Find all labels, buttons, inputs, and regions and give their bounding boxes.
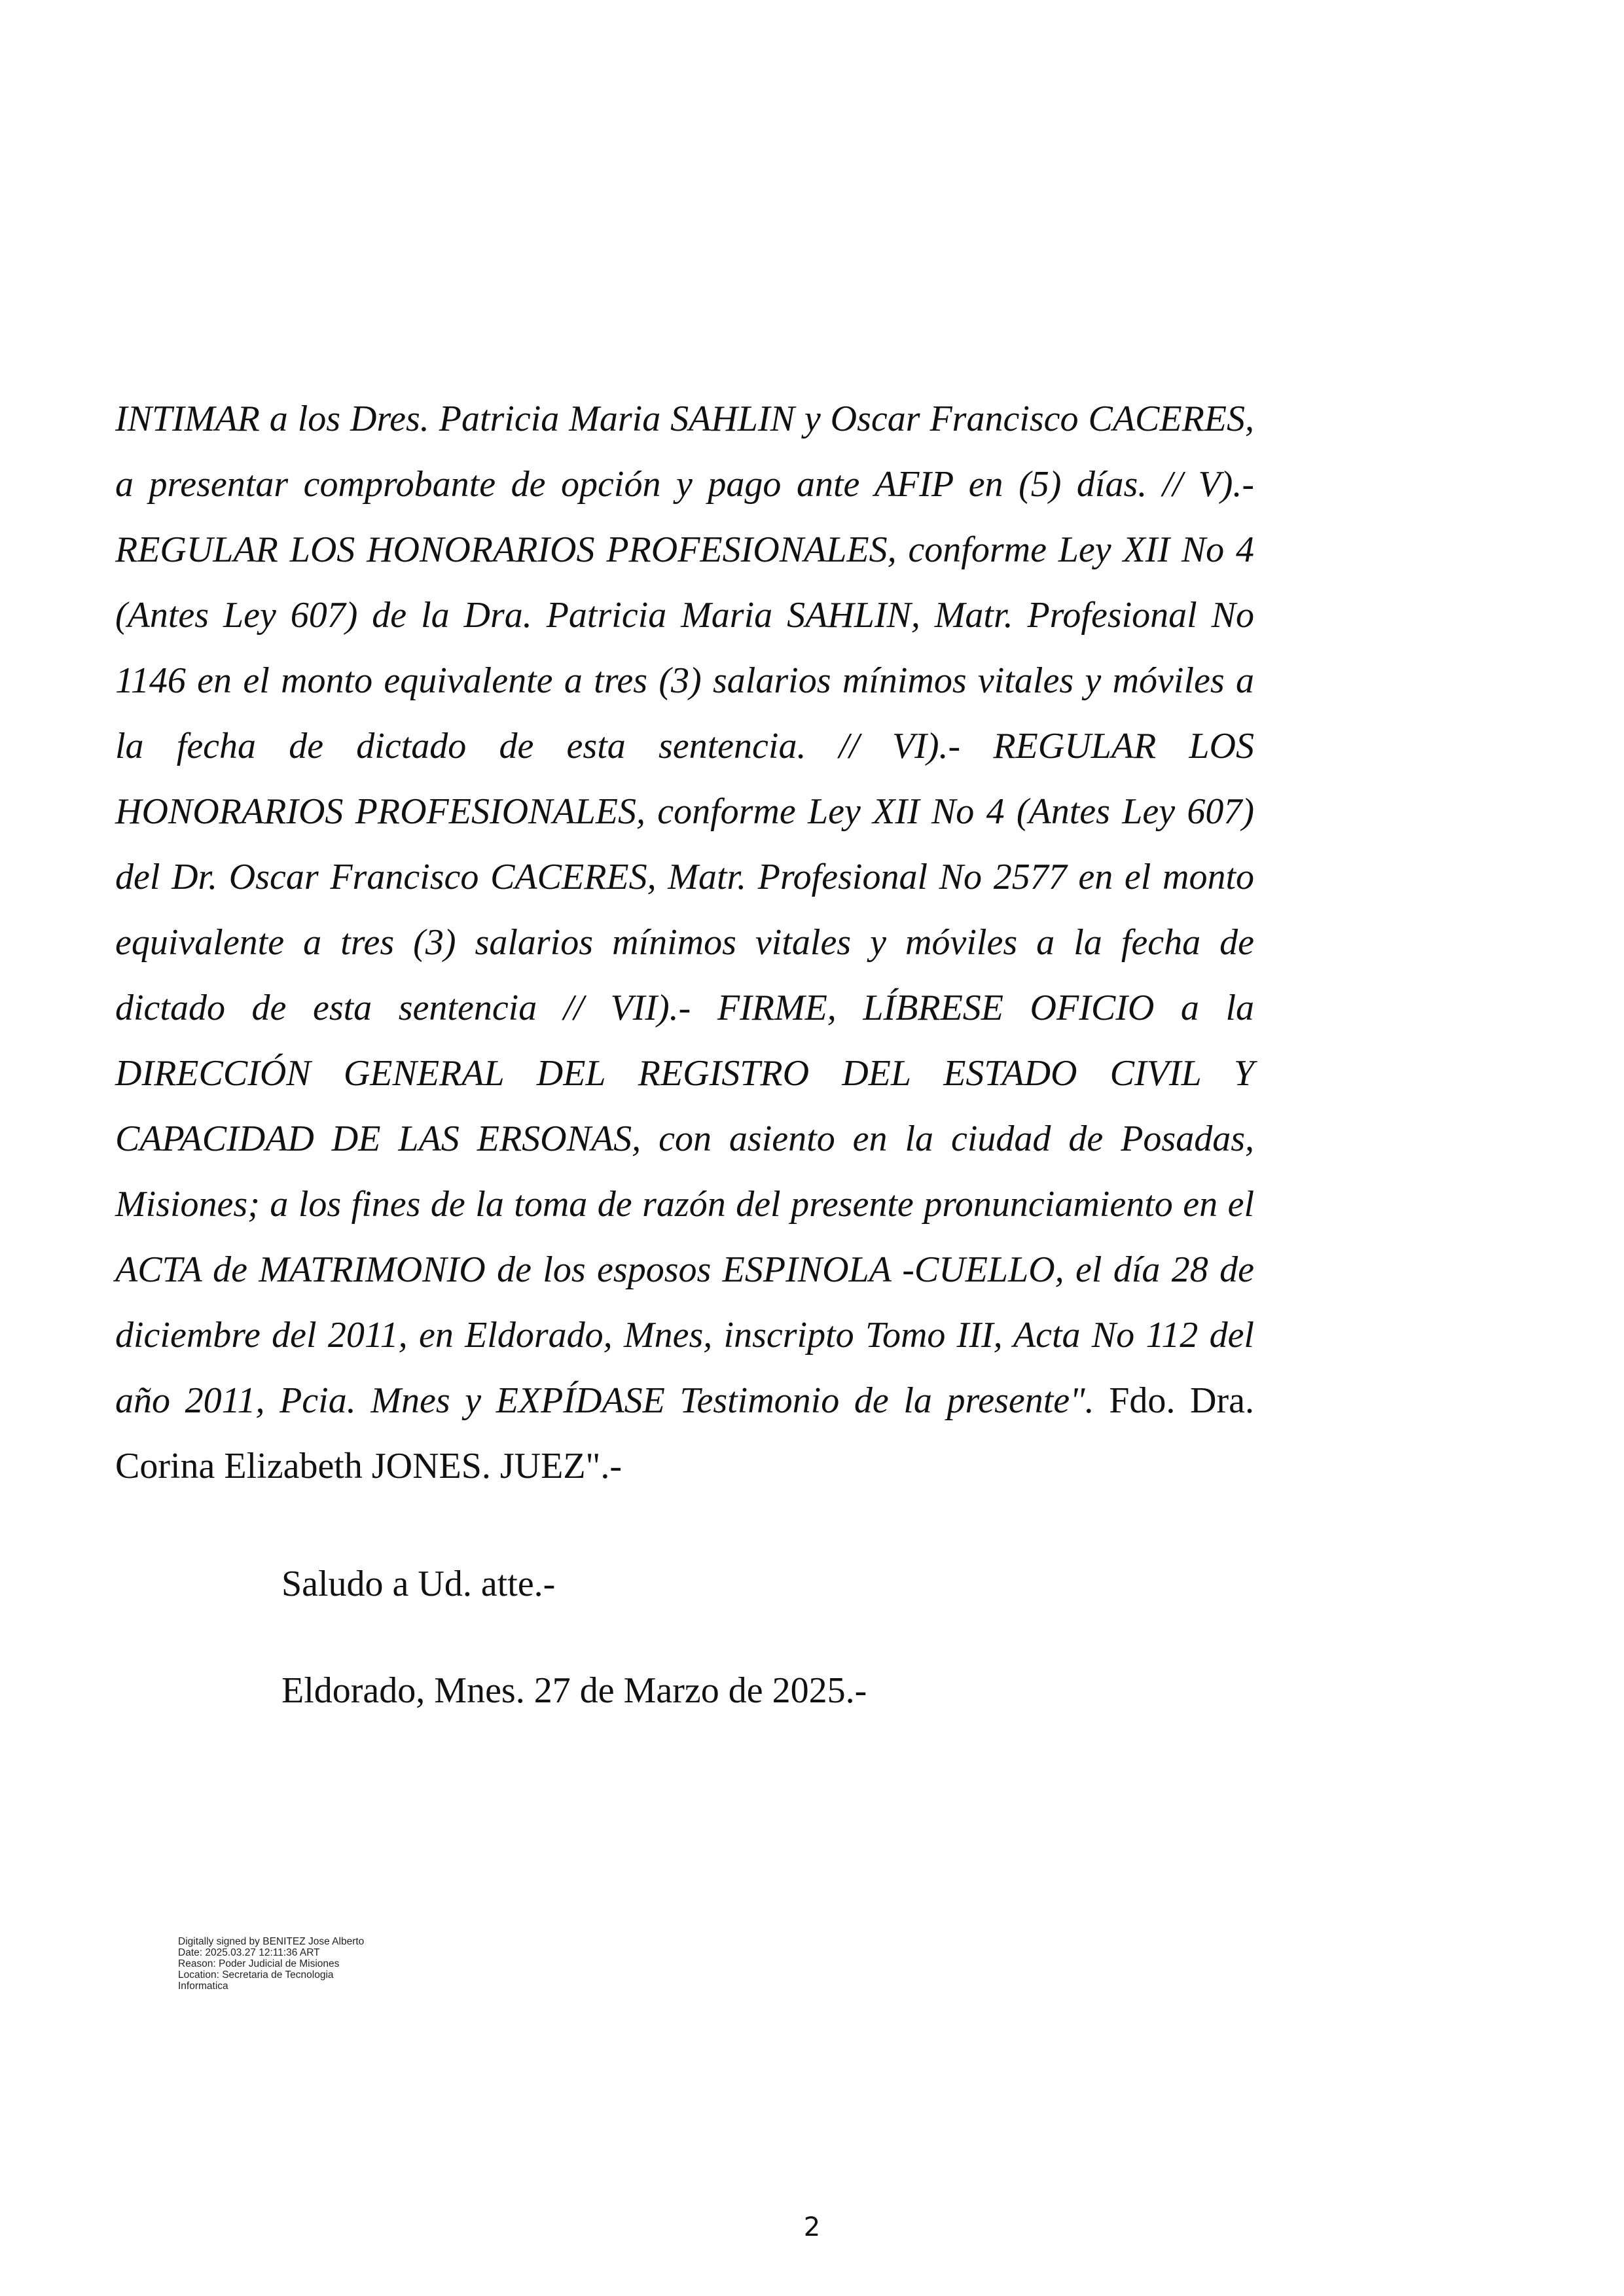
signature-signer: Digitally signed by BENITEZ Jose Alberto <box>178 1936 365 1947</box>
body-italic-text: INTIMAR a los Dres. Patricia Maria SAHLIN y Oscar Francisco CACERES, a presentar comprobante de opción y pago ante AFIP en (5) días. // V).- REGULAR LOS HONORARIOS PROFESIONALES, conforme Ley XII No 4 (Antes Ley 607) de la Dra. Patricia Maria SAHLIN, Matr. Profesional No 1146 en el monto equivalente a tres (3) salarios mínimos vitales y móviles a la fecha de dictado de esta sentencia. // VI).- REGULAR LOS HONORARIOS PROFESIONALES, conforme Ley XII No 4 (Antes Ley 607) del Dr. Oscar Francisco CACERES, Matr. Profesional No 2577 en el monto equivalente a tres (3) salarios mínimos vitales y móviles a la fecha de dictado de esta sentencia // VII).- FIRME, LÍBRESE OFICIO a la DIRECCIÓN GENERAL DEL REGISTRO DEL ESTADO CIVIL Y CAPACIDAD DE LAS ERSONAS, con asiento en la ciudad de Posadas, Misiones; a los fines de la toma de razón del presente pronunciamiento en el ACTA de MATRIMONIO de los esposos ESPINOLA -CUELLO, el día 28 de diciembre del 2011, en Eldorado, Mnes, inscripto Tomo III, Acta No 112 del año 2011, Pcia. Mnes y EXPÍDASE Testimonio de la presente". <box>115 399 1254 1421</box>
digital-signature-block <box>178 1936 364 1992</box>
signature-date: Date: 2025.03.27 12:11:36 ART <box>178 1947 320 1958</box>
signature-location-cont: Informatica <box>178 1981 228 1992</box>
page-number: 2 <box>803 2212 821 2242</box>
salutation: Saludo a Ud. atte.- <box>281 1564 556 1604</box>
signature-location: Location: Secretaria de Tecnologia <box>178 1969 334 1981</box>
signature-reason: Reason: Poder Judicial de Misiones <box>178 1958 340 1969</box>
body-paragraph <box>115 386 1254 1499</box>
body-signoff-text: Fdo. Dra. Corina Elizabeth JONES. JUEZ".- <box>115 1380 1255 1486</box>
place-and-date: Eldorado, Mnes. 27 de Marzo de 2025.- <box>281 1670 867 1711</box>
